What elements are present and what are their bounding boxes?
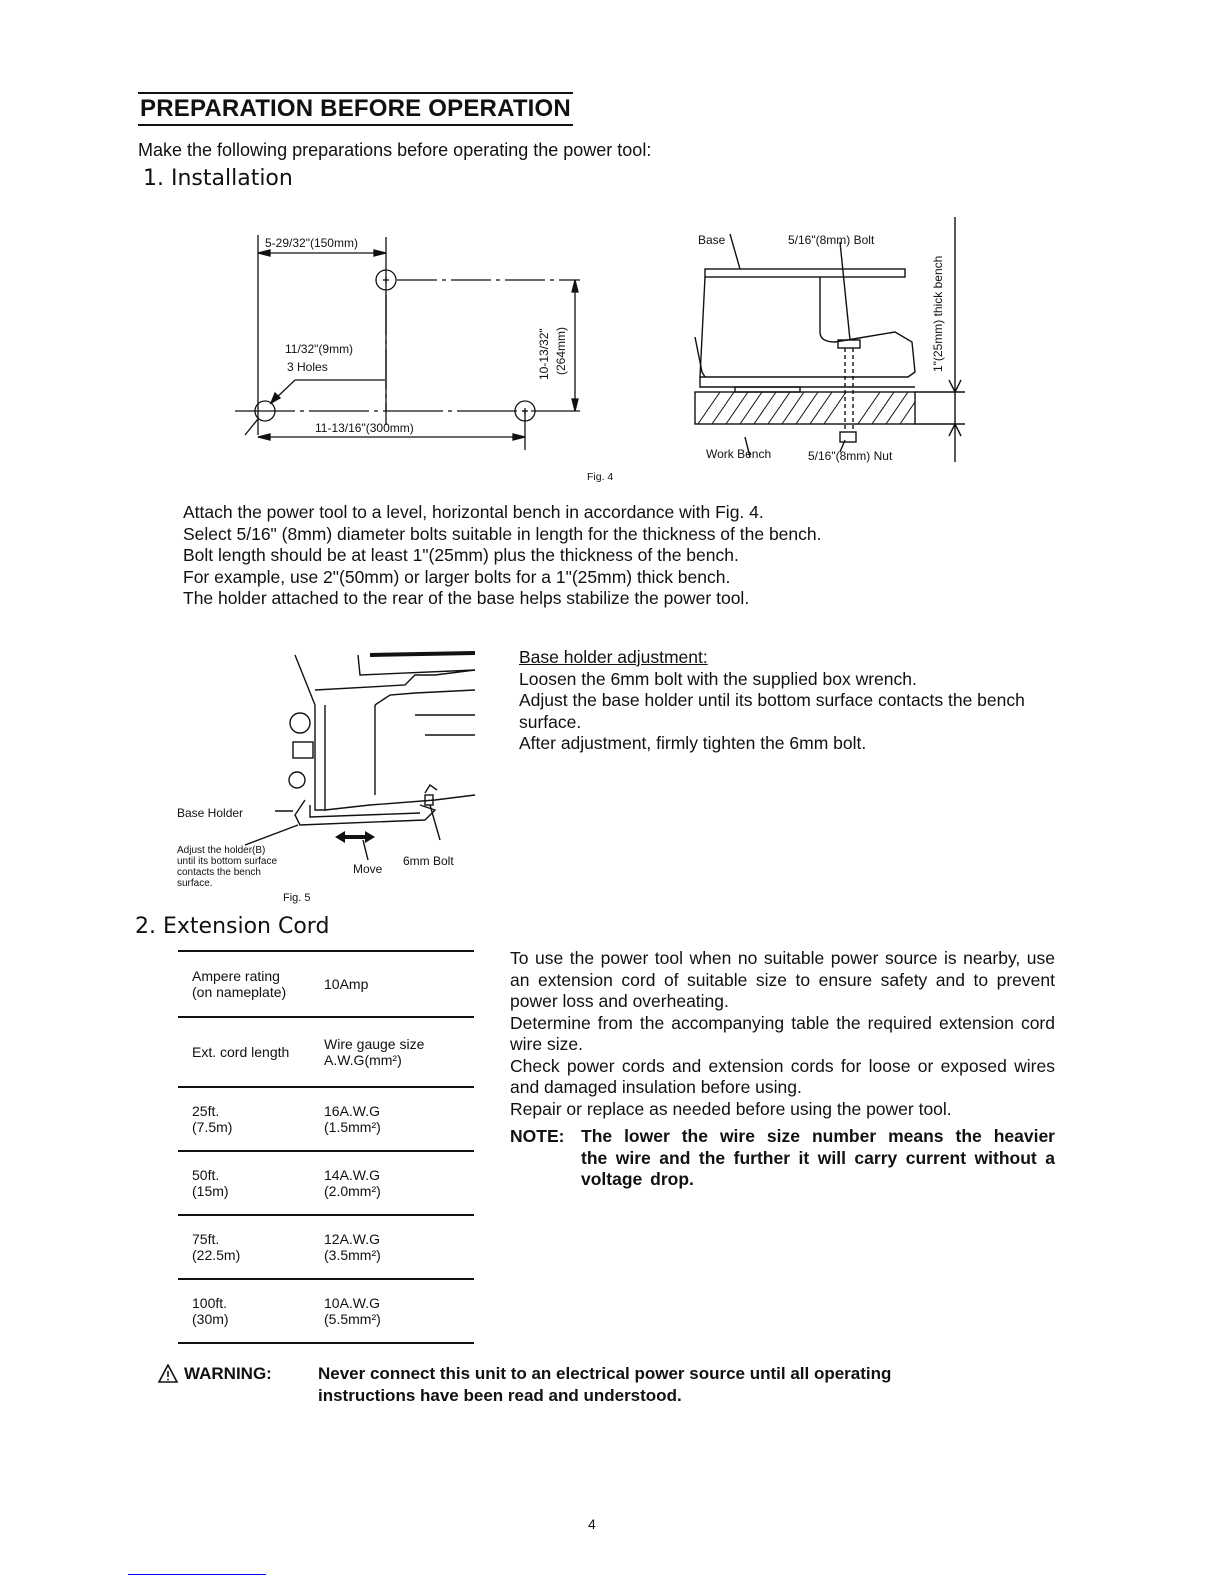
extension-cord-table — [178, 950, 474, 1344]
svg-text:contacts the bench: contacts the bench — [177, 867, 261, 878]
svg-text:5/16"(8mm) Bolt: 5/16"(8mm) Bolt — [788, 233, 875, 247]
svg-text:6mm Bolt: 6mm Bolt — [403, 854, 454, 868]
table-row: 25ft. (7.5m) 16A.W.G (1.5mm²) — [178, 1087, 474, 1151]
link-underline — [128, 1574, 266, 1575]
page-title: PREPARATION BEFORE OPERATION — [138, 92, 573, 126]
page-number: 4 — [588, 1516, 596, 1532]
intro-text: Make the following preparations before operating the power tool: — [138, 140, 652, 160]
svg-text:until its bottom surface: until its bottom surface — [177, 856, 278, 867]
table-row: 100ft. (30m) 10A.W.G (5.5mm²) — [178, 1279, 474, 1343]
section-heading-extension-cord: 2. Extension Cord — [135, 914, 330, 939]
fig4-caption: Fig. 4 — [587, 471, 614, 483]
svg-text:1"(25mm) thick bench: 1"(25mm) thick bench — [931, 255, 945, 372]
table-header-row: Ext. cord length Wire gauge size A.W.G(mm²) — [178, 1017, 474, 1087]
svg-text:5/16"(8mm) Nut: 5/16"(8mm) Nut — [808, 449, 893, 463]
fig5-base-holder-diagram — [175, 645, 485, 905]
svg-text:Fig. 5: Fig. 5 — [283, 892, 311, 904]
note-block — [510, 1126, 1055, 1191]
table-row-ampere: Ampere rating (on nameplate) 10Amp — [178, 951, 474, 1017]
warning-label: WARNING: — [184, 1364, 272, 1383]
svg-text:Base: Base — [698, 233, 726, 247]
warning-block — [178, 1363, 1058, 1407]
svg-text:surface.: surface. — [177, 878, 213, 889]
warning-triangle-icon — [158, 1364, 178, 1383]
note-label: NOTE: — [510, 1126, 565, 1146]
table-row: 75ft. (22.5m) 12A.W.G (3.5mm²) — [178, 1215, 474, 1279]
warning-text: Never connect this unit to an electrical power source until all operating instructions have been read and understood. — [318, 1364, 892, 1405]
svg-text:11-13/16"(300mm): 11-13/16"(300mm) — [315, 421, 414, 435]
base-holder-adjustment: Base holder adjustment: Loosen the 6mm bolt with the supplied box wrench. Adjust the base holder until its bottom surface contacts the bench surface. After adjustment, firmly tighten the 6mm bolt. — [519, 647, 1064, 755]
svg-text:Move: Move — [353, 862, 383, 876]
svg-text:Work Bench: Work Bench — [706, 447, 772, 461]
svg-text:5-29/32"(150mm): 5-29/32"(150mm) — [265, 236, 358, 250]
installation-paragraph: Attach the power tool to a level, horizontal bench in accordance with Fig. 4. Select 5/16" (8mm) diameter bolts suitable in length for the thickness of the bench. Bolt length should be at least 1"(25mm) plus the thickness of the bench. For example, use 2"(50mm) or larger bolts for a 1"(25mm) thick bench. The holder attached to the rear of the base helps stabilize the power tool. — [183, 502, 822, 608]
svg-text:Base Holder: Base Holder — [177, 806, 244, 820]
svg-text:10-13/32": 10-13/32" — [537, 328, 551, 380]
fig4-side-view-diagram — [690, 212, 980, 472]
extension-cord-text: To use the power tool when no suitable power source is nearby, use an extension cord of suitable size to ensure safety and to prevent power loss and overheating. Determine from the accompanying table the required extension cord wire size. Check power cords and extension cords for loose or exposed wires and damaged insulation before using. Repair or replace as needed before using the power tool. — [510, 948, 1055, 1119]
base-holder-adjustment-heading: Base holder adjustment: — [519, 647, 708, 667]
svg-text:(264mm): (264mm) — [554, 326, 568, 375]
note-text: The lower the wire size number means the heavier the wire and the further it will carry current without a voltage drop. — [581, 1126, 1055, 1189]
svg-text:3 Holes: 3 Holes — [287, 360, 328, 374]
table-row: 50ft. (15m) 14A.W.G (2.0mm²) — [178, 1151, 474, 1215]
fig4-hole-pattern-diagram — [225, 225, 595, 460]
section-heading-installation: 1. Installation — [143, 166, 293, 191]
svg-text:Adjust the holder(B): Adjust the holder(B) — [177, 845, 266, 856]
svg-text:11/32"(9mm): 11/32"(9mm) — [285, 342, 354, 356]
